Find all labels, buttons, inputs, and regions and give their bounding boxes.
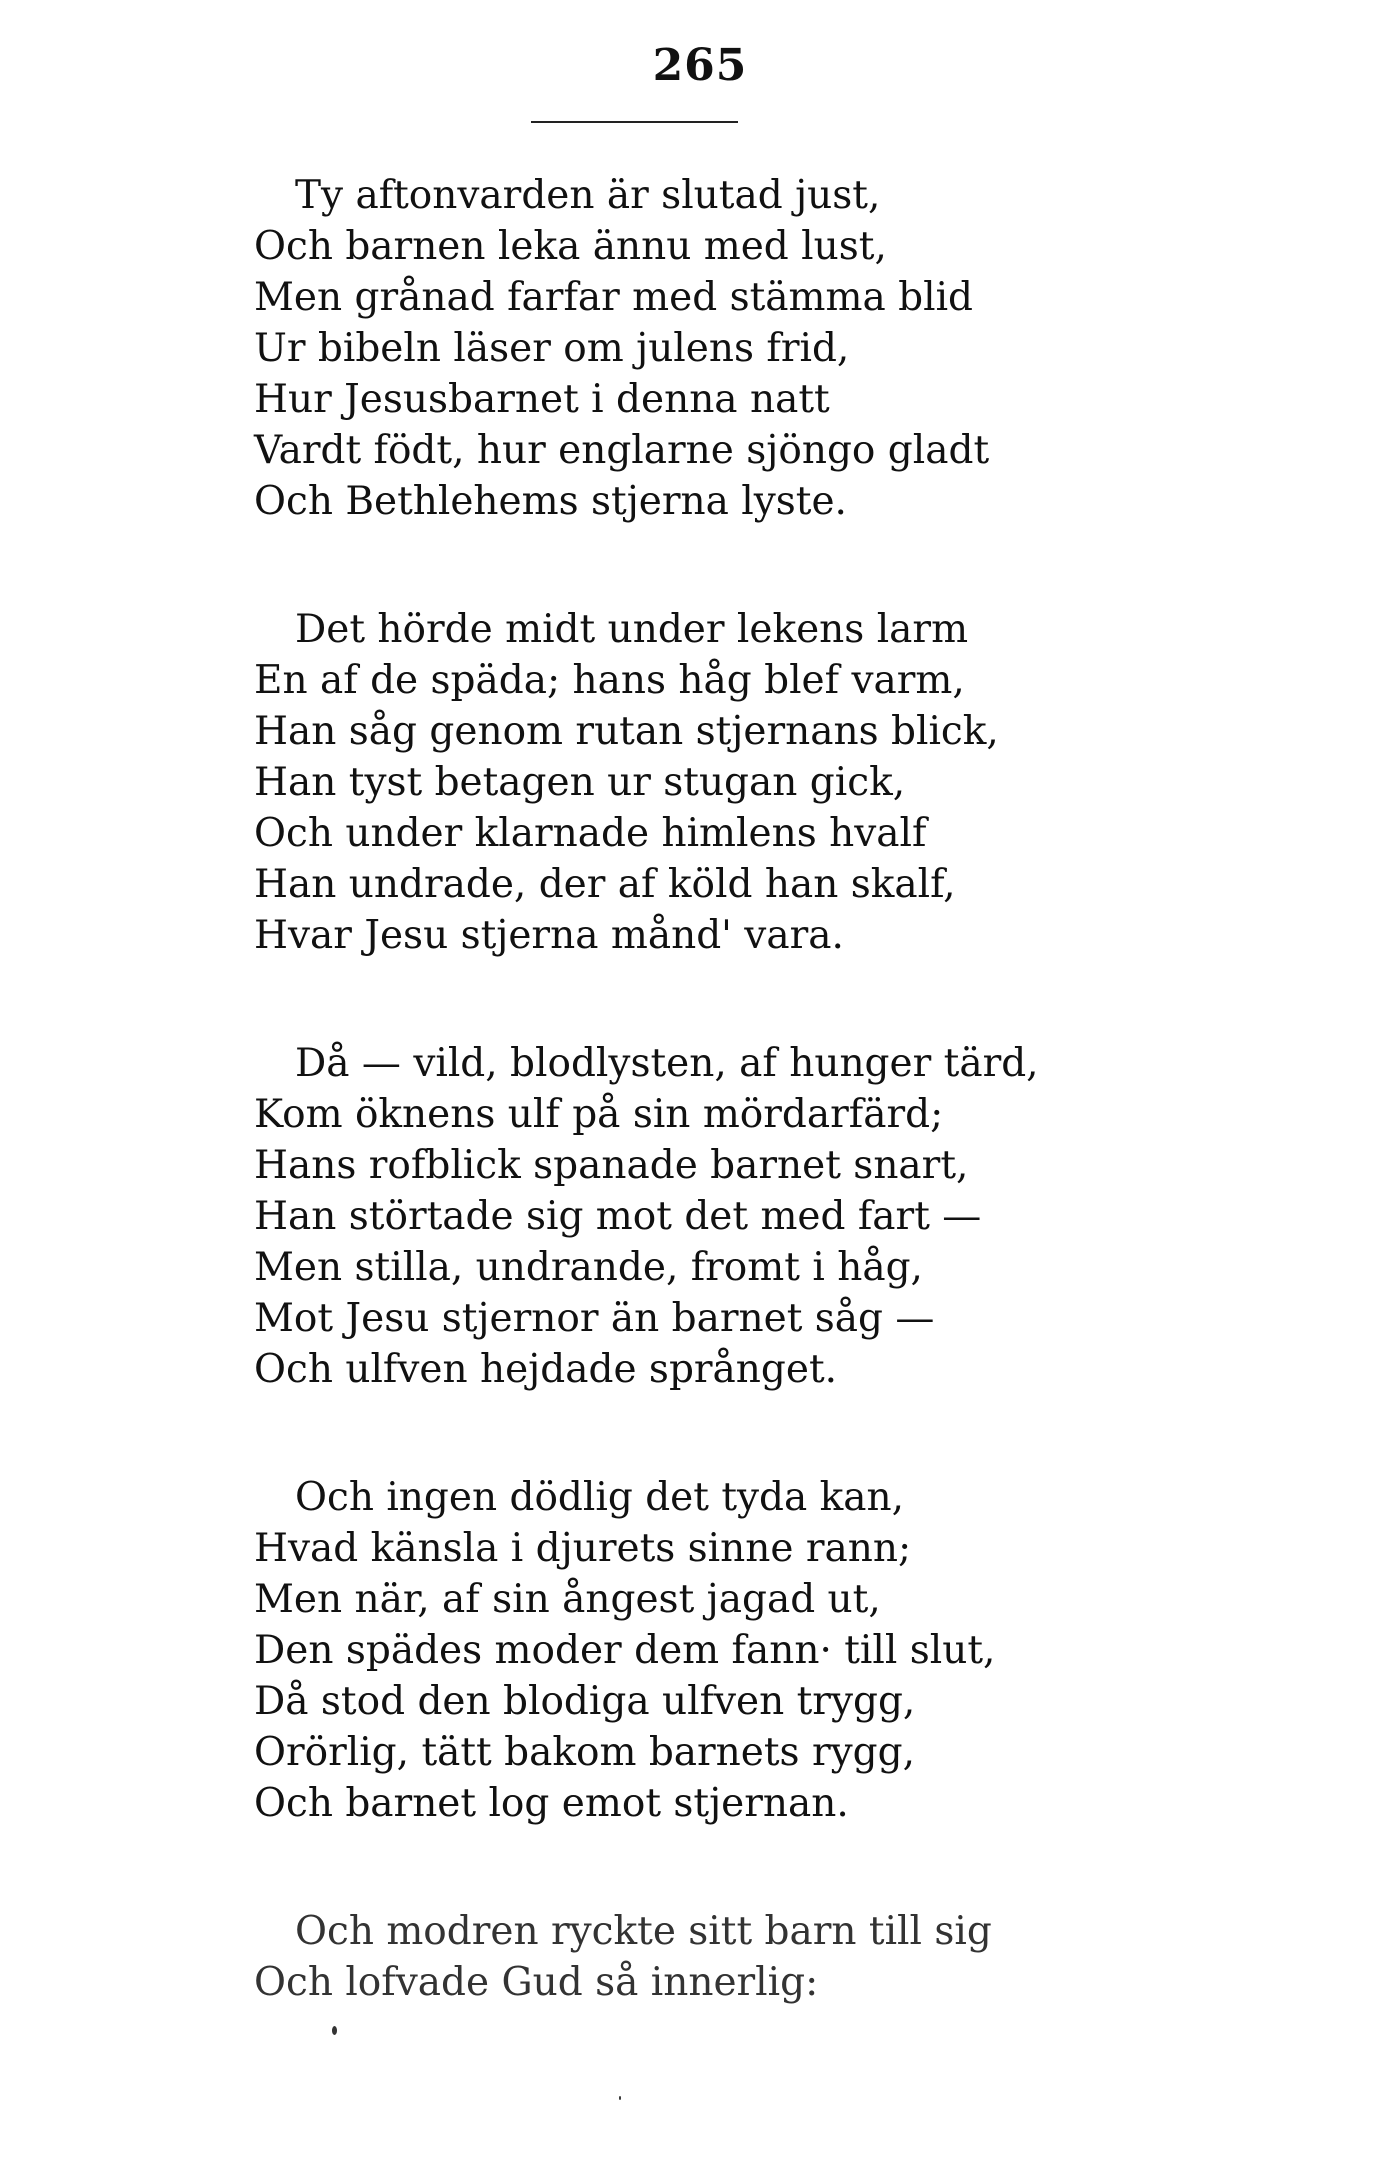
poem-line: Hur Jesusbarnet i denna natt bbox=[254, 377, 830, 422]
stanza-2 bbox=[254, 604, 1354, 961]
poem-line: Och barnen leka ännu med lust, bbox=[254, 224, 887, 269]
poem-line: Ur bibeln läser om julens frid, bbox=[254, 326, 850, 371]
poem-line: Hvar Jesu stjerna månd' vara. bbox=[254, 913, 844, 958]
poem-line: Men grånad farfar med stämma blid bbox=[254, 275, 974, 320]
header-rule bbox=[531, 121, 738, 123]
poem-line: Men stilla, undrande, fromt i håg, bbox=[254, 1245, 923, 1290]
poem-line: Den spädes moder dem fann· till slut, bbox=[254, 1628, 996, 1673]
stanza-5 bbox=[254, 1906, 1354, 2008]
poem-line: Då stod den blodiga ulfven trygg, bbox=[254, 1679, 916, 1724]
poem-line: Hvad känsla i djurets sinne rann; bbox=[254, 1526, 912, 1571]
poem-line: Det hörde midt under lekens larm bbox=[295, 607, 969, 652]
poem-line: Hans rofblick spanade barnet snart, bbox=[254, 1143, 969, 1188]
poem-line: Han såg genom rutan stjernans blick, bbox=[254, 709, 999, 754]
poem-line: Orörlig, tätt bakom barnets rygg, bbox=[254, 1730, 915, 1775]
poem-line: Och under klarnade himlens hvalf bbox=[254, 811, 927, 856]
poem-line: Och lofvade Gud så innerlig: bbox=[254, 1960, 819, 2005]
poem-line: Han tyst betagen ur stugan gick, bbox=[254, 760, 906, 805]
poem-line: Han undrade, der af köld han skalf, bbox=[254, 862, 956, 907]
poem-line: Mot Jesu stjernor än barnet såg — bbox=[254, 1296, 935, 1341]
poem-line: Han störtade sig mot det med fart — bbox=[254, 1194, 982, 1239]
stanza-3 bbox=[254, 1038, 1354, 1395]
poem-line: Och modren ryckte sitt barn till sig bbox=[295, 1909, 992, 1954]
poem-line: Vardt födt, hur englarne sjöngo gladt bbox=[254, 428, 990, 473]
poem-line: Och barnet log emot stjernan. bbox=[254, 1781, 849, 1826]
stanza-1 bbox=[254, 170, 1354, 527]
poem-line: En af de späda; hans håg blef varm, bbox=[254, 658, 965, 703]
poem-line: Då — vild, blodlysten, af hunger tärd, bbox=[295, 1041, 1039, 1086]
ink-speck bbox=[332, 2026, 337, 2035]
poem-line: Och ingen dödlig det tyda kan, bbox=[295, 1475, 905, 1520]
poem bbox=[254, 170, 1354, 2085]
poem-line: Och Bethlehems stjerna lyste. bbox=[254, 479, 847, 524]
ink-speck bbox=[619, 2096, 621, 2100]
page-number: 265 bbox=[652, 40, 748, 91]
poem-line: Och ulfven hejdade språnget. bbox=[254, 1347, 838, 1392]
poem-line: Ty aftonvarden är slutad just, bbox=[295, 173, 881, 218]
poem-line: Men när, af sin ångest jagad ut, bbox=[254, 1577, 881, 1622]
stanza-4 bbox=[254, 1472, 1354, 1829]
poem-line: Kom öknens ulf på sin mördarfärd; bbox=[254, 1092, 944, 1137]
